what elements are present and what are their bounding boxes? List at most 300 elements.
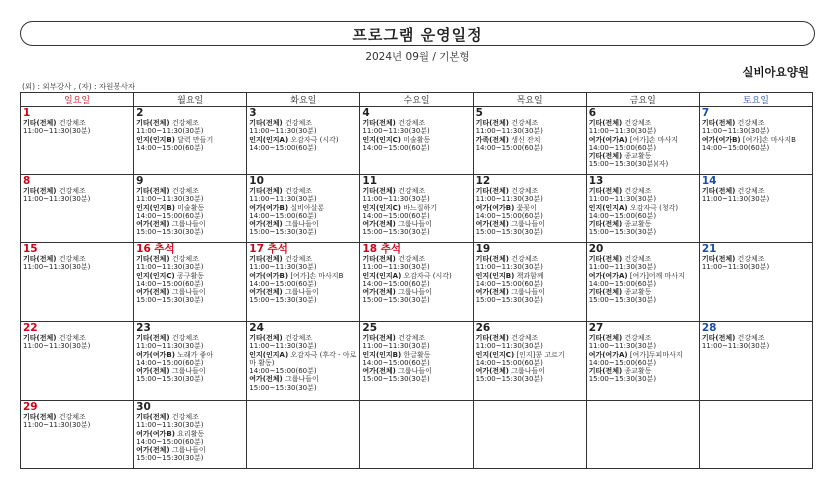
program-time: 11:00~11:30(30분) (23, 342, 91, 351)
program-time: 11:00~11:30(30분) (362, 127, 430, 136)
weekday-thursday: 목요일 (473, 93, 586, 107)
program-name: 그룹나들이 (398, 220, 432, 229)
calendar-day-cell (247, 243, 360, 322)
weekday-tuesday: 화요일 (247, 93, 360, 107)
program-name: 건강체조 (58, 255, 86, 263)
program-entry (589, 204, 697, 212)
program-category: 기타(전체) (588, 367, 623, 376)
program-name: 건강체조 (737, 119, 765, 127)
page-title: 프로그램 운영일정 (352, 26, 483, 44)
program-name: 건강체조 (171, 187, 199, 195)
program-category: 여가(여가A) (588, 271, 628, 280)
program-category: 여가(여가B) (249, 271, 289, 280)
program-name: [여가]손 마사지B (742, 135, 796, 144)
calendar-day-cell (21, 175, 134, 243)
program-time: 14:00~15:00(60분) (362, 279, 430, 288)
program-time: 14:00~15:00(60분) (362, 143, 430, 152)
day-number: 28 (701, 322, 717, 334)
program-category: 기타(전체) (136, 119, 170, 127)
calendar-day-cell (699, 175, 812, 243)
program-category: 기타(전체) (588, 152, 623, 161)
calendar-day-cell (134, 107, 247, 175)
program-time: 11:00~11:30(30분) (701, 263, 770, 272)
program-name: 종교활동 (624, 367, 652, 376)
program-name: 꽃꽂이 (516, 203, 537, 212)
program-category: 기타(전체) (701, 119, 736, 127)
program-entry (249, 351, 357, 368)
program-name: 그룹나들이 (398, 288, 432, 297)
calendar-day-cell (586, 322, 699, 401)
program-category: 여가(전체) (362, 220, 396, 229)
program-name: 건강체조 (284, 255, 313, 263)
calendar-week-row (21, 107, 813, 175)
program-time: 14:00~15:00(60분) (136, 358, 204, 367)
program-time: 11:00~11:30(30분) (23, 127, 91, 136)
program-time: 14:00~15:00(60분) (362, 211, 430, 220)
calendar-day-cell (247, 175, 360, 243)
program-category: 여가(전체) (362, 288, 396, 297)
program-time: 11:00~11:30(30분) (588, 342, 657, 351)
program-time: 15:00~15:30(30분) (475, 296, 543, 305)
program-time: 15:00~15:30(30분) (249, 296, 317, 305)
program-category: 여가(전체) (475, 288, 510, 297)
program-name: 오감자극 (후각 - 아로마 활동) (249, 350, 357, 367)
program-name: 건강체조 (171, 413, 199, 421)
program-name: 건강체조 (398, 255, 426, 263)
program-time: 11:00~11:30(30분) (475, 342, 543, 351)
program-name: 그룹나들이 (511, 288, 546, 297)
program-name: 건강체조 (624, 255, 652, 263)
program-name: 건강체조 (171, 334, 199, 342)
program-time: 11:00~11:30(30분) (136, 195, 204, 204)
program-category: 기타(전체) (136, 334, 170, 342)
program-entry (362, 272, 470, 280)
program-name: 종교활동 (624, 220, 652, 229)
program-time: 14:00~15:00(60분) (136, 143, 204, 152)
program-time: 14:00~15:00(60분) (249, 367, 317, 376)
program-time: 14:00~15:00(60분) (362, 358, 430, 367)
program-category: 기타(전체) (588, 255, 623, 263)
program-category: 인지(인지C) (136, 271, 175, 280)
program-name: [인지]콩 고르기 (516, 350, 565, 359)
program-category: 인지(인지A) (249, 135, 289, 144)
calendar-day-cell (360, 322, 473, 401)
calendar-day-cell (247, 322, 360, 401)
program-name: 생신 잔치 (511, 135, 541, 144)
program-name: 건강체조 (58, 187, 86, 195)
program-entry (362, 351, 470, 359)
program-time: 11:00~11:30(30분) (136, 263, 204, 272)
day-number: 23 (136, 322, 151, 334)
calendar-day-cell (134, 243, 247, 322)
program-time: 14:00~15:00(60분) (588, 211, 657, 220)
program-category: 여가(여가B) (701, 135, 741, 144)
program-time: 14:00~15:00(60분) (136, 211, 204, 220)
day-number: 9 (136, 175, 144, 187)
program-name: 오감자극 (시각) (290, 135, 339, 144)
weekday-wednesday: 수요일 (360, 93, 473, 107)
program-time: 11:00~11:30(30분) (475, 263, 543, 272)
calendar-day-cell (134, 401, 247, 469)
day-number: 11 (362, 175, 378, 187)
weekday-header-row (21, 93, 813, 107)
program-time: 14:00~15:00(60분) (475, 143, 543, 152)
weekday-friday: 금요일 (586, 93, 699, 107)
program-category: 여가(여가B) (136, 350, 175, 359)
program-category: 여가(여가B) (136, 429, 175, 438)
program-name: 요리활동 (177, 429, 205, 438)
calendar-week-row (21, 401, 813, 469)
calendar-body (21, 107, 813, 469)
program-time: 15:00~15:30(30분) (136, 296, 204, 305)
program-name: 건강체조 (284, 187, 313, 195)
program-time: 14:00~15:00(60분) (475, 358, 543, 367)
program-name: 종교활동 (624, 288, 652, 297)
calendar-day-cell (21, 107, 134, 175)
program-time: 15:00~15:30(30분) (136, 454, 204, 463)
program-time: 11:00~11:30(30분) (475, 195, 543, 204)
program-entry (136, 204, 244, 212)
day-number: 15 (23, 243, 38, 255)
calendar-week-row (21, 322, 813, 401)
program-time: 15:00~15:30(30분) (362, 375, 430, 384)
program-category: 기타(전체) (475, 187, 510, 195)
program-category: 기타(전체) (136, 413, 170, 421)
program-name: 달력 만들기 (177, 135, 214, 144)
program-name: 건강체조 (511, 119, 539, 127)
program-time: 14:00~15:00(60분) (249, 211, 317, 220)
program-category: 여가(여가B) (249, 203, 289, 212)
day-number: 30 (136, 401, 151, 413)
program-category: 기타(전체) (475, 119, 510, 127)
day-number: 13 (588, 175, 604, 187)
program-entry (136, 272, 244, 280)
program-name: [여가]어깨 마사지 (629, 271, 685, 280)
calendar-day-cell (699, 322, 812, 401)
program-time: 11:00~11:30(30분) (362, 263, 430, 272)
program-category: 기타(전체) (23, 119, 57, 127)
day-number: 10 (249, 175, 264, 187)
day-number: 3 (249, 107, 257, 119)
program-name: 건강체조 (171, 119, 199, 127)
program-time: 14:00~15:00(60분) (701, 143, 770, 152)
program-name: 실비아살롱 (290, 203, 325, 212)
program-name: 건강체조 (624, 334, 652, 342)
calendar-day-cell (699, 107, 812, 175)
day-number: 17 추석 (249, 243, 288, 255)
program-category: 기타(전체) (475, 255, 510, 263)
program-name: 건강체조 (398, 119, 426, 127)
program-time: 11:00~11:30(30분) (249, 263, 317, 272)
program-category: 여가(전체) (249, 220, 283, 229)
program-name: 그룹나들이 (511, 367, 546, 376)
program-category: 여가(전체) (249, 375, 283, 384)
program-category: 기타(전체) (588, 220, 623, 229)
program-time: 15:00~15:30(30분) (588, 296, 657, 305)
program-category: 인지(인지B) (136, 203, 175, 212)
calendar-day-cell (586, 175, 699, 243)
program-category: 가족(전체) (475, 135, 510, 144)
program-time: 11:00~11:30(30분) (701, 195, 770, 204)
program-name: 건강체조 (737, 334, 765, 342)
program-name: [여가]손 마사지 (629, 135, 679, 144)
legend-note: (외) : 외부강사 , (자) : 자원봉사자 (22, 82, 136, 91)
program-time: 15:00~15:30(30분) (249, 228, 317, 237)
weekday-monday: 월요일 (134, 93, 247, 107)
calendar-day-cell (473, 401, 586, 469)
calendar-day-cell (473, 322, 586, 401)
program-time: 14:00~15:00(60분) (136, 437, 204, 446)
program-category: 여가(전체) (136, 220, 170, 229)
program-category: 여가(전체) (475, 367, 510, 376)
program-category: 기타(전체) (362, 255, 396, 263)
program-time: 14:00~15:00(60분) (249, 279, 317, 288)
program-category: 여가(여가B) (475, 203, 515, 212)
program-name: 미술활동 (177, 203, 205, 212)
program-entry (362, 204, 470, 212)
program-category: 여가(전체) (249, 288, 283, 297)
calendar-day-cell (21, 401, 134, 469)
calendar-table (20, 92, 813, 469)
day-number: 26 (475, 322, 491, 334)
day-number: 24 (249, 322, 264, 334)
program-category: 인지(인지A) (588, 203, 628, 212)
program-entry (136, 351, 244, 359)
program-name: 건강체조 (737, 255, 765, 263)
program-category: 여가(전체) (362, 367, 396, 376)
program-entry (362, 136, 470, 144)
program-name: 바느질하기 (403, 203, 438, 212)
program-time: 11:00~11:30(30분) (362, 195, 430, 204)
calendar-day-cell (247, 401, 360, 469)
program-name: 그룹나들이 (284, 375, 319, 384)
program-entry (249, 136, 357, 144)
program-time: 15:00~15:30(30분)(자) (588, 160, 669, 169)
page-subtitle: 2024년 09월 / 기본형 (365, 51, 470, 63)
calendar-day-cell (473, 107, 586, 175)
program-name: 그룹나들이 (398, 367, 432, 376)
program-category: 기타(전체) (249, 334, 283, 342)
program-time: 11:00~11:30(30분) (23, 263, 91, 272)
calendar-week-row (21, 243, 813, 322)
program-entry (249, 375, 357, 383)
day-number: 12 (475, 175, 491, 187)
calendar-week-row (21, 175, 813, 243)
day-number: 21 (701, 243, 717, 255)
program-entry (476, 136, 584, 144)
program-name: 미술활동 (403, 135, 431, 144)
program-name: 공구활동 (176, 271, 205, 280)
program-category: 기타(전체) (136, 187, 170, 195)
calendar-day-cell (134, 175, 247, 243)
program-time: 14:00~15:00(60분) (588, 143, 657, 152)
calendar-day-cell (699, 401, 812, 469)
organization-name: 실비아요양원 (742, 65, 809, 79)
program-category: 기타(전체) (249, 255, 283, 263)
program-category: 인지(인지A) (249, 350, 289, 359)
program-category: 여가(전체) (475, 220, 510, 229)
day-number: 29 (23, 401, 38, 413)
program-entry (476, 204, 584, 212)
day-number: 5 (475, 107, 483, 119)
day-number: 27 (588, 322, 604, 334)
program-name: 건강체조 (58, 119, 86, 127)
program-name: 건강체조 (171, 255, 199, 263)
day-number: 20 (588, 243, 604, 255)
day-number: 4 (362, 107, 370, 119)
program-category: 기타(전체) (362, 334, 396, 342)
program-name: 종교활동 (624, 152, 652, 161)
program-name: 그룹나들이 (171, 446, 206, 455)
program-time: 11:00~11:30(30분) (136, 421, 204, 430)
program-category: 여가(전체) (136, 288, 170, 297)
program-time: 11:00~11:30(30분) (249, 342, 317, 351)
program-time: 15:00~15:30(30분) (136, 228, 204, 237)
program-time: 11:00~11:30(30분) (136, 127, 204, 136)
program-entry (589, 272, 697, 280)
program-category: 기타(전체) (701, 334, 736, 342)
program-category: 인지(인지B) (136, 135, 175, 144)
day-number: 2 (136, 107, 144, 119)
program-entry (589, 351, 697, 359)
program-name: 건강체조 (624, 187, 652, 195)
program-name: 건강체조 (398, 334, 426, 342)
program-name: 그룹나들이 (284, 220, 319, 229)
program-time: 11:00~11:30(30분) (701, 127, 770, 136)
calendar-day-cell (134, 322, 247, 401)
program-entry (249, 272, 357, 280)
program-category: 기타(전체) (701, 187, 736, 195)
day-number: 7 (701, 107, 710, 119)
program-time: 11:00~11:30(30분) (362, 342, 430, 351)
program-category: 인지(인지A) (362, 271, 402, 280)
program-name: 오감자극 (청각) (629, 203, 679, 212)
program-time: 11:00~11:30(30분) (23, 421, 91, 430)
program-name: 건강체조 (511, 334, 539, 342)
program-name: 건강체조 (398, 187, 426, 195)
program-time: 15:00~15:30(30분) (362, 228, 430, 237)
program-category: 기타(전체) (588, 187, 623, 195)
program-time: 15:00~15:30(30분) (588, 228, 657, 237)
program-entry (249, 204, 357, 212)
program-time: 14:00~15:00(60분) (475, 211, 543, 220)
program-time: 11:00~11:30(30분) (249, 127, 317, 136)
day-number: 18 추석 (362, 243, 401, 255)
program-time: 15:00~15:30(30분) (475, 375, 543, 384)
calendar-day-cell (586, 401, 699, 469)
calendar-day-cell (247, 107, 360, 175)
program-name: 한글활동 (403, 350, 431, 359)
program-name: 그룹나들이 (284, 288, 319, 297)
program-time: 14:00~15:00(60분) (136, 279, 204, 288)
program-category: 여가(전체) (136, 367, 170, 376)
title-box (20, 21, 815, 46)
program-time: 11:00~11:30(30분) (249, 195, 317, 204)
program-name: [여가]두피마사지 (629, 350, 683, 359)
program-entry (589, 136, 697, 144)
calendar-day-cell (586, 243, 699, 322)
program-time: 14:00~15:00(60분) (475, 279, 543, 288)
program-category: 인지(인지C) (362, 203, 402, 212)
day-number: 19 (475, 243, 491, 255)
program-name: 노래가 좋아 (177, 350, 214, 359)
program-category: 기타(전체) (701, 255, 736, 263)
day-number: 6 (588, 107, 597, 119)
program-category: 기타(전체) (23, 413, 57, 421)
program-time: 15:00~15:30(30분) (362, 296, 430, 305)
program-category: 인지(인지C) (475, 350, 515, 359)
calendar-day-cell (360, 107, 473, 175)
day-number: 25 (362, 322, 378, 334)
calendar-day-cell (360, 401, 473, 469)
program-name: 책과함께 (516, 271, 544, 280)
program-category: 기타(전체) (23, 187, 57, 195)
program-time: 15:00~15:30(30분) (475, 228, 543, 237)
program-entry (702, 136, 810, 144)
program-time: 15:00~15:30(30분) (249, 383, 317, 392)
program-category: 기타(전체) (362, 187, 396, 195)
program-name: 건강체조 (511, 255, 539, 263)
calendar-day-cell (21, 243, 134, 322)
program-time: 14:00~15:00(60분) (588, 358, 657, 367)
program-time: 15:00~15:30(30분) (136, 375, 204, 384)
weekday-saturday: 토요일 (699, 93, 812, 107)
program-name: 건강체조 (58, 334, 86, 342)
program-name: 건강체조 (511, 187, 539, 195)
day-number: 1 (23, 107, 31, 119)
program-category: 기타(전체) (136, 255, 170, 263)
calendar-day-cell (586, 107, 699, 175)
program-category: 기타(전체) (588, 334, 623, 342)
program-name: 건강체조 (737, 187, 765, 195)
program-time: 11:00~11:30(30분) (588, 263, 657, 272)
program-category: 인지(인지C) (362, 135, 402, 144)
calendar-day-cell (360, 175, 473, 243)
program-name: 그룹나들이 (511, 220, 546, 229)
program-entry (136, 430, 244, 438)
program-category: 기타(전체) (588, 288, 623, 297)
program-name: [여가]손 마사지B (290, 271, 344, 280)
program-entry (476, 272, 584, 280)
weekday-sunday: 일요일 (21, 93, 134, 107)
program-time: 15:00~15:30(30분) (588, 375, 657, 384)
program-time: 11:00~11:30(30분) (136, 342, 204, 351)
program-time: 11:00~11:30(30분) (475, 127, 543, 136)
program-name: 건강체조 (624, 119, 652, 127)
program-name: 그룹나들이 (171, 288, 206, 297)
program-category: 기타(전체) (362, 119, 396, 127)
program-name: 그룹나들이 (171, 367, 206, 376)
program-category: 여가(여가A) (588, 135, 628, 144)
program-category: 기타(전체) (475, 334, 510, 342)
program-time: 11:00~11:30(30분) (23, 195, 91, 204)
program-name: 건강체조 (58, 413, 86, 421)
program-category: 기타(전체) (23, 334, 57, 342)
program-time: 14:00~15:00(60분) (588, 279, 657, 288)
program-name: 건강체조 (284, 334, 313, 342)
program-name: 그룹나들이 (171, 220, 206, 229)
calendar-day-cell (699, 243, 812, 322)
program-category: 여가(여가A) (588, 350, 628, 359)
program-time: 11:00~11:30(30분) (588, 195, 657, 204)
program-category: 기타(전체) (23, 255, 57, 263)
program-name: 건강체조 (284, 119, 313, 127)
day-number: 22 (23, 322, 38, 334)
program-category: 여가(전체) (136, 446, 170, 455)
program-entry (136, 136, 244, 144)
day-number: 8 (23, 175, 31, 187)
program-category: 기타(전체) (588, 119, 623, 127)
